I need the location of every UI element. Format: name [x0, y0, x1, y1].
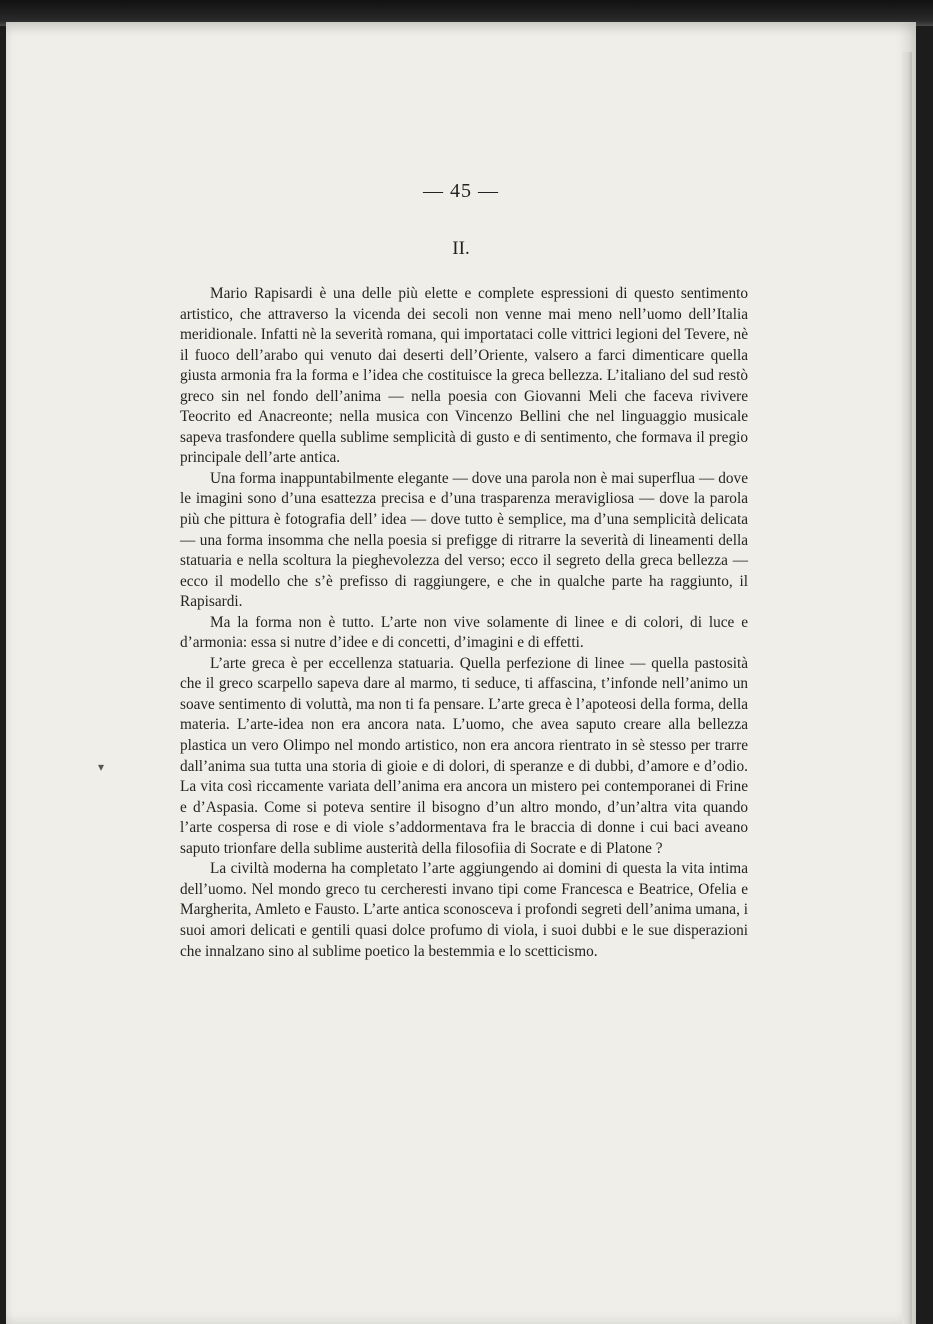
section-heading: II.: [452, 238, 470, 259]
paragraph-5: La civiltà moderna ha completato l’arte aggiungendo ai domini di questa la vita intima dell’uomo. Nel mondo greco tu cercheresti invano tipi come Francesca e Beatrice, Ofelia e Margherita, Amleto e Fausto. L’arte antica sconosceva i profondi segreti dell’anima umana, i suoi amori delicati e gentili quasi dolce profumo di viola, i suoi dubbi e le sue disperazioni che innalzano sino al sublime poetico la bestemmia e lo scetticismo.: [180, 860, 748, 960]
paragraph-4: L’arte greca è per eccellenza statuaria. Quella perfezione di linee — quella pastosità che il greco scarpello sapeva dare al marmo, ti seduce, ti affascina, t’infonde nell’animo un soave sentimento di voluttà, ma non ti fa pensare. L’arte greca è l’apoteosi della forma, della materia. L’arte-idea non era ancora nata. L’uomo, che avea saputo creare alla bellezza plastica un vero Olimpo nel mondo artistico, non era ancora rientrato in sè stesso per trarre dall’anima sua tutta una storia di gioie e di dolori, di speranze e di dubbi, d’amore e d’odio. La vita così riccamente variata dell’anima era ancora un mistero pei contemporanei di Frine e d’Aspasia. Come si poteva sentire il bisogno d’un altro mondo, d’un’altra vita quando l’arte cospersa di rose e di viole s’addormentava fra le braccia di donne i cui baci aveano saputo trionfare della sublime austerità della filosofiia di Socrate e di Platone ?: [180, 654, 748, 857]
paragraph-2: Una forma inappuntabilmente elegante — dove una parola non è mai superflua — dove le imagini sono d’una esattezza precisa e d’una trasparenza meravigliosa — dove la parola più che pittura è fotografia dell’ idea — dove tutto è semplice, ma d’una semplicità delicata — una forma insomma che nella poesia si prefigge di ritrarre la severità di lineamenti della statuaria e nella scoltura la pieghevolezza del verso; ecco il segreto della greca bellezza — ecco il modello che s’è prefisso di raggiungere, e che in qualche parte ha raggiunto, il Rapisardi.: [180, 469, 748, 611]
paragraph-1: Mario Rapisardi è una delle più elette e complete espressioni di questo sentimento artistico, che attraverso la vicenda dei secoli non venne mai meno nell’uomo dell’Italia meridionale. Infatti nè la severità romana, qui importataci colle vittrici legioni del Tevere, nè il fuoco dell’arabo qui venuto dai deserti dell’Oriente, valsero a farci dimenticare quella giusta armonia fra la forma e l’idea che costituisce la greca bellezza. L’italiano del sud restò greco sin nel fondo dell’anima — nella poesia con Giovanni Meli che faceva rivivere Teocrito ed Anacreonte; nella musica con Vincenzo Bellini che nel linguaggio musicale sapeva trasfondere quella sublime semplicità di gusto e di sentimento, che formava il pregio principale dell’arte antica.: [180, 285, 748, 467]
body-text: [180, 284, 748, 962]
page-number: — 45 —: [423, 180, 499, 202]
paragraph-3: Ma la forma non è tutto. L’arte non vive solamente di linee e di colori, di luce e d’armonia: essa si nutre d’idee e di concetti, d’imagini e di effetti.: [180, 613, 748, 652]
book-page: [6, 22, 916, 1324]
margin-speck: ▾: [98, 760, 105, 774]
